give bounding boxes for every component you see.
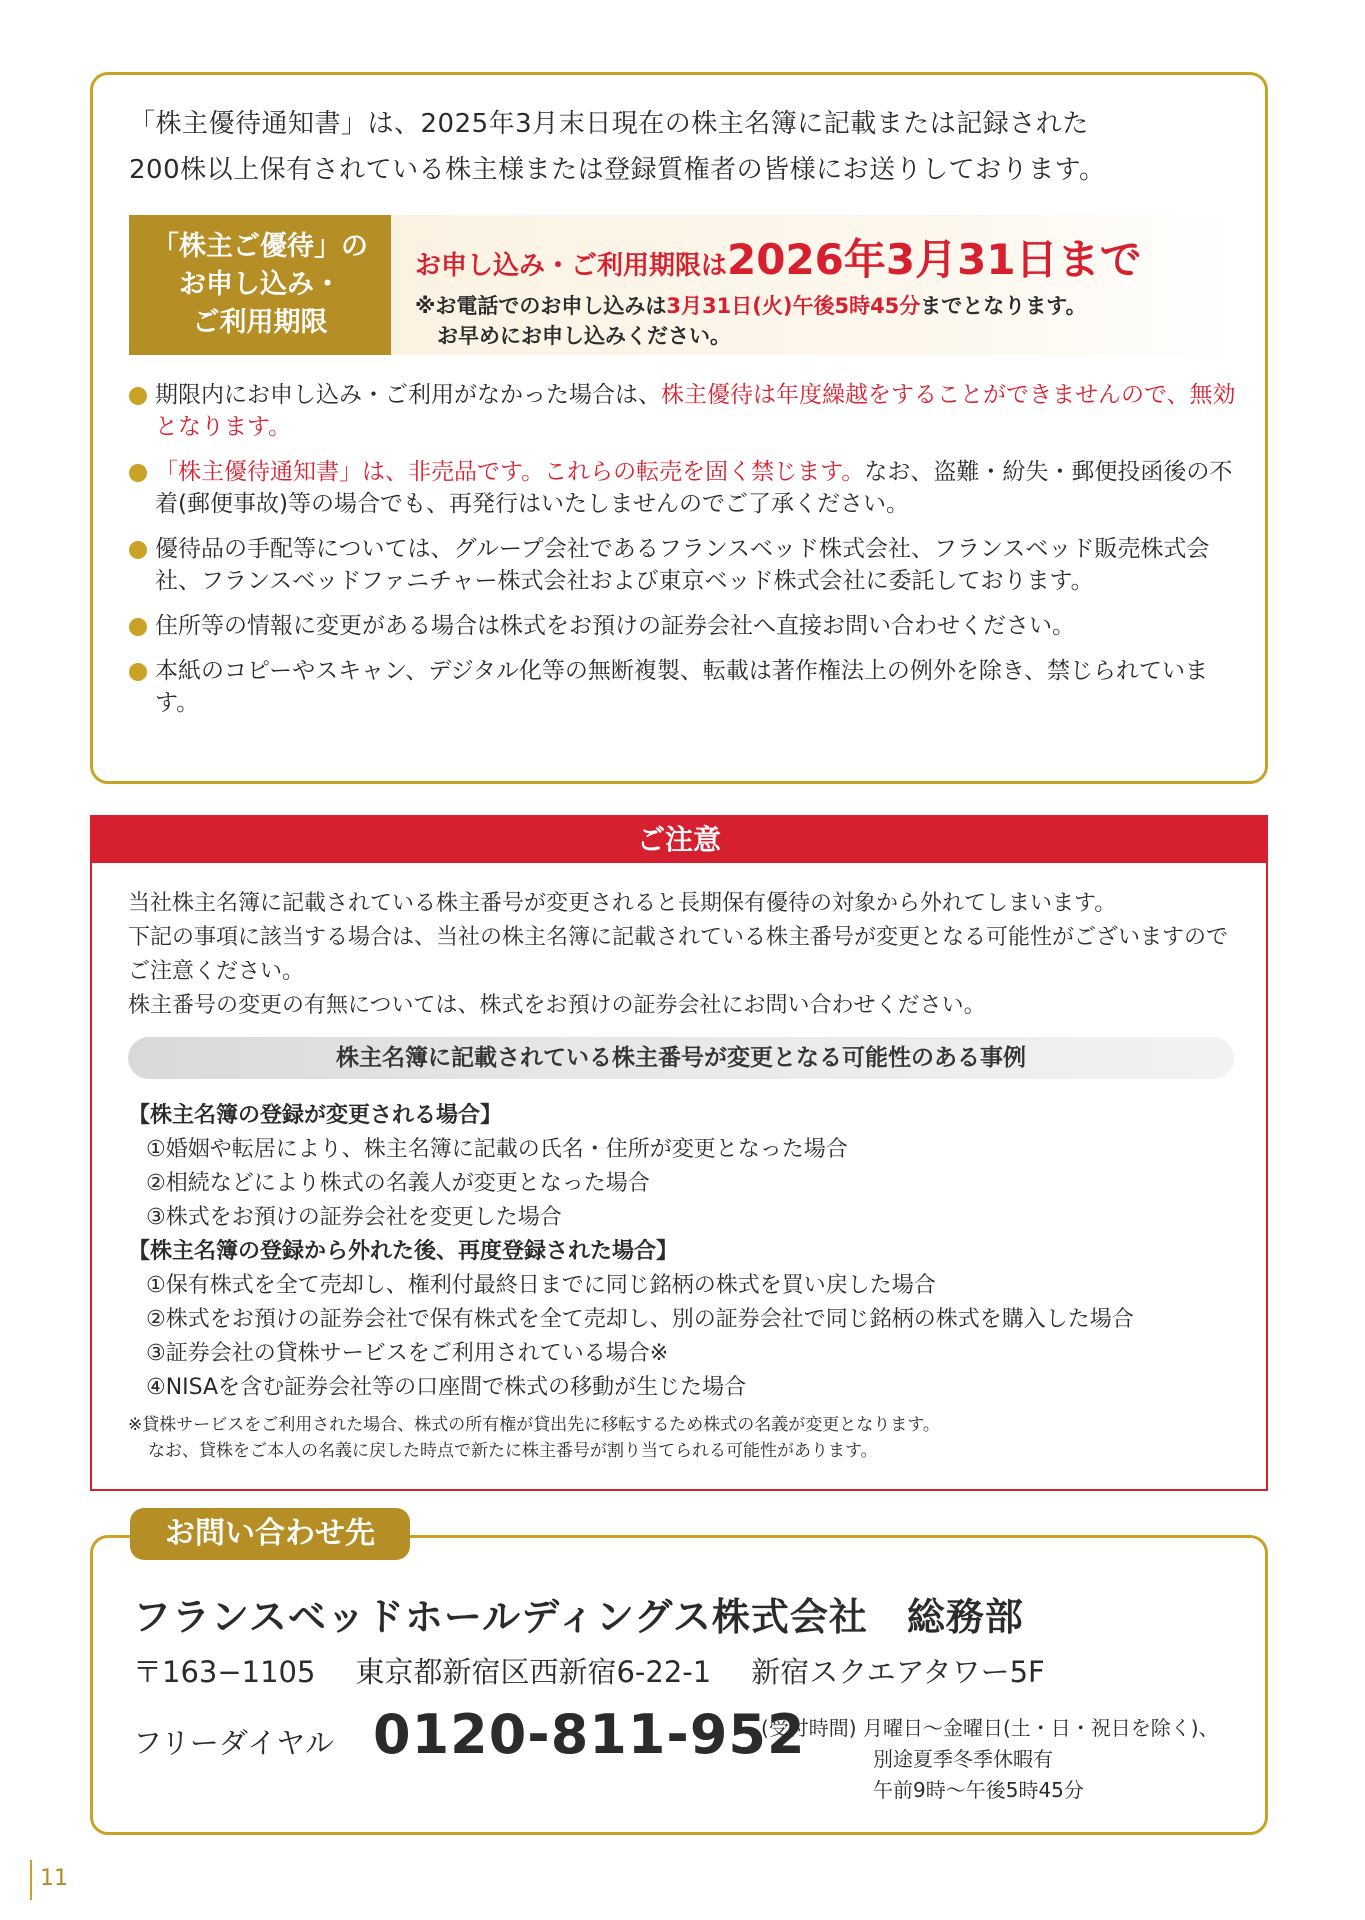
deadline-label: 「株主ご優待」の お申し込み・ ご利用期限 (129, 215, 391, 355)
hours-line: 午前9時～午後5時45分 (873, 1778, 1084, 1802)
address: 東京都新宿区西新宿6-22-1 (355, 1655, 712, 1689)
postal-code: 〒163−1105 (133, 1655, 316, 1689)
bullet-dot-icon (129, 541, 147, 559)
bullet-dot-icon (129, 618, 147, 636)
case-item: ②株式をお預けの証券会社で保有株式を全て売却し、別の証券会社で同じ銘柄の株式を購入した場合 (146, 1307, 1134, 1332)
contact-tab: お問い合わせ先 (130, 1508, 410, 1560)
bullet-dot-icon (129, 663, 147, 681)
case-group-title: 【株主名簿の登録が変更される場合】 (128, 1103, 503, 1128)
deadline-note (415, 291, 1087, 351)
page-number-bar (30, 1860, 32, 1900)
case-item: ①婚姻や転居により、株主名簿に記載の氏名・住所が変更となった場合 (146, 1137, 848, 1162)
deadline-note-a: ※お電話でのお申し込みは (415, 294, 667, 318)
business-hours (761, 1713, 1219, 1806)
case-list (128, 1099, 1238, 1405)
caution-paragraph: 当社株主名簿に記載されている株主番号が変更されると長期保有優待の対象から外れてしまいます。 (128, 891, 1117, 916)
case-item: ③株式をお預けの証券会社を変更した場合 (146, 1205, 562, 1230)
hours-line: 別途夏季冬季休暇有 (873, 1747, 1053, 1771)
bullet-item (129, 655, 1239, 719)
bullet-item (129, 456, 1239, 520)
deadline-prefix: お申し込み・ご利用期限は (415, 251, 728, 281)
case-bar: 株主名簿に記載されている株主番号が変更となる可能性のある事例 (128, 1037, 1234, 1079)
bullet-text: 優待品の手配等については、グループ会社であるフランスベッド株式会社、フランスベッド販売株式会社、フランスベッドファニチャー株式会社および東京ベッド株式会社に委託しております。 (155, 536, 1210, 594)
bullet-dot-icon (129, 464, 147, 482)
intro-line-2: 200株以上保有されている株主様または登録質権者の皆様にお送りしております。 (129, 155, 1106, 185)
bullet-list (129, 379, 1239, 732)
bullet-text: 本紙のコピーやスキャン、デジタル化等の無断複製、転載は著作権法上の例外を除き、禁じられています。 (155, 658, 1208, 716)
bullet-red-text: 株主優待は年度繰越をすることができませんので、無効となります。 (155, 382, 1236, 440)
bullet-item (129, 610, 1239, 642)
case-item: ③証券会社の貸株サービスをご利用されている場合※ (146, 1341, 669, 1366)
bullet-item (129, 533, 1239, 597)
intro-line-1: 「株主優待通知書」は、2025年3月末日現在の株主名簿に記載または記録された (129, 109, 1089, 139)
phone-row (133, 1703, 1243, 1823)
bullet-text: なお、盗難・紛失・郵便投函後の不着(郵便事故)等の場合でも、再発行はいたしませんのでご了承ください。 (155, 459, 1233, 517)
bullet-item (129, 379, 1239, 443)
caution-box (90, 815, 1268, 1491)
notice-box (90, 72, 1268, 784)
deadline-body (391, 215, 1239, 355)
caution-header: ご注意 (92, 817, 1266, 863)
footnote (128, 1412, 1238, 1464)
deadline-date: 2026年3月31日まで (727, 235, 1142, 284)
deadline-note-line2: お早めにお申し込みください。 (437, 324, 731, 348)
case-item: ④NISAを含む証券会社等の口座間で株式の移動が生じた場合 (146, 1375, 747, 1400)
address-row (133, 1650, 1085, 1691)
page-number: 11 (40, 1866, 68, 1891)
deadline-note-red: 3月31日(火)午後5時45分 (666, 294, 921, 318)
bullet-red-text: 「株主優待通知書」は、非売品です。これらの転売を固く禁じます。 (155, 459, 865, 485)
caution-paragraph: 下記の事項に該当する場合は、当社の株主名簿に記載されている株主番号が変更となる可能性がございますのでご注意ください。 (128, 925, 1229, 984)
deadline-note-b: までとなります。 (920, 294, 1087, 318)
free-dial-label: フリーダイヤル (133, 1726, 334, 1760)
case-group-title: 【株主名簿の登録から外れた後、再度登録された場合】 (128, 1239, 679, 1264)
footnote-line: ※貸株サービスをご利用された場合、株式の所有権が貸出先に移転するため株式の名義が変更となります。 (128, 1415, 940, 1435)
deadline-main (415, 227, 1142, 287)
deadline-banner (129, 215, 1239, 355)
bullet-dot-icon (129, 387, 147, 405)
case-item: ②相続などにより株式の名義人が変更となった場合 (146, 1171, 650, 1196)
case-item: ①保有株式を全て売却し、権利付最終日までに同じ銘柄の株式を買い戻した場合 (146, 1273, 936, 1298)
bullet-text: 住所等の情報に変更がある場合は株式をお預けの証券会社へ直接お問い合わせください。 (155, 613, 1075, 639)
company-name: フランスベッドホールディングス株式会社 総務部 (133, 1595, 1024, 1639)
phone-number[interactable]: 0120-811-952 (373, 1703, 806, 1766)
caution-paragraph: 株主番号の変更の有無については、株式をお預けの証券会社にお問い合わせください。 (128, 993, 986, 1018)
hours-line: (受付時間) 月曜日～金曜日(土・日・祝日を除く)、 (761, 1716, 1219, 1740)
intro-text (129, 101, 1239, 193)
building: 新宿スクエアタワー5F (751, 1655, 1045, 1689)
bullet-text: 期限内にお申し込み・ご利用がなかった場合は、 (155, 382, 661, 408)
footnote-line: なお、貸株をご本人の名義に戻した時点で新たに株主番号が割り当てられる可能性があります。 (148, 1441, 878, 1461)
caution-body (128, 887, 1238, 1023)
contact-box (90, 1535, 1268, 1835)
